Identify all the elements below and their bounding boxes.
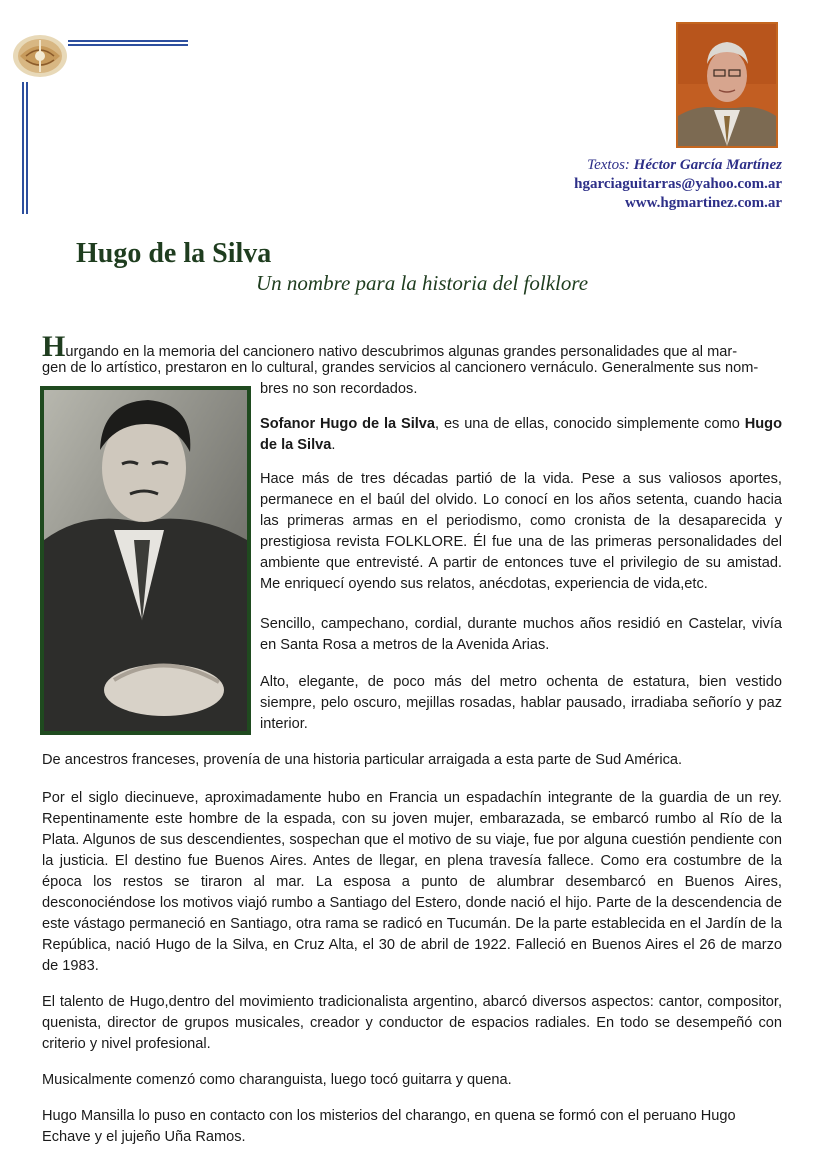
page-title: Hugo de la Silva: [76, 238, 272, 269]
paragraph-talent: El talento de Hugo,dentro del movimiento tradicionalista argentino, abarcó diversos aspectos: cantor, compositor, quenista, director de grupos musicales, creador y conductor de espacios radiales. En todo se desempeñó con criterio y nivel profesional.: [42, 994, 782, 1052]
author-photo: [676, 22, 778, 148]
credits-author-line: [574, 156, 782, 175]
page-subtitle: Un nombre para la historia del folklore: [256, 271, 589, 295]
paragraph-history: Por el siglo diecinueve, aproximadamente hubo en Francia un espadachín integrante de la guardia de un rey. Repentinamente este hombre de la espada, con su joven mujer, embarazada, se embarcó rumbo al Río de la Plata. Algunos de sus descendientes, sospechan que el motivo de su viaje, fue por alguna cuestión pendiente con la justicia. El destino fue Buenos Aires. Antes de llegar, en plena travesía fallece. Como era costumbre de la época los restos se tiraron al mar. La esposa a punto de alumbrar desembarcó en Buenos Aires, desconociéndose los motivos viajó rumbo a Santiago del Estero, donde nació el hijo. Parte de la descendencia de este vástago permaneció en Santiago, otra rama se radicó en Tucumán. De la parte establecida en el Jardín de la República, nació Hugo de la Silva, en Cruz Alta, el 30 de abril de 1922. Falleció en Buenos Aires el 26 de marzo de 1983.: [42, 790, 782, 974]
intro-line-2: gen de lo artístico, prestaron en lo cultural, grandes servicios al cancionero vernáculo. Generalmente sus nom-: [42, 360, 759, 376]
credits-email[interactable]: hgarciaguitarras@yahoo.com.ar: [574, 176, 782, 192]
paragraph-music: Musicalmente comenzó como charanguista, luego tocó guitarra y quena.: [42, 1072, 512, 1088]
paragraph-name: Sofanor Hugo de la Silva, es una de ellas, conocido simplemente como Hugo de la Silva.: [260, 416, 782, 453]
bold-short-name: Hugo de la Silva: [260, 416, 782, 453]
paragraph-ancestors: De ancestros franceses, provenía de una historia particular arraigada a esta parte de Sud América.: [42, 752, 683, 768]
credits-label: Textos:: [587, 157, 630, 173]
paragraph-mansilla: Hugo Mansilla lo puso en contacto con los misterios del charango, en quena se formó con el peruano Hugo Echave y el jujeño Uña Ramos.: [42, 1108, 736, 1145]
decorative-rule: [68, 40, 188, 42]
credits-author: Héctor García Martínez: [633, 157, 782, 173]
bold-name: Sofanor Hugo de la Silva: [260, 416, 436, 432]
paragraph-elegant: Alto, elegante, de poco más del metro ochenta de estatura, bien vestido siempre, pelo oscuro, mejillas rosadas, hablar pausado, irradiaba señorío y paz interior.: [260, 674, 782, 732]
decorative-rule: [26, 82, 28, 214]
paragraph-decades: Hace más de tres décadas partió de la vida. Pese a sus valiosos aportes, permanece en el baúl del olvido. Lo conocí en los años setenta, cuando hacia las primeras armas en el periodismo, como cronista de la desaparecida y prestigiosa revista FOLKLORE. Él fue una de las primeras personalidades del ambiente que entrevisté. A partir de entonces tuve el privilegio de su amistad. Me enriquecí oyendo sus relatos, anécdotas, experiencia de vida,etc.: [260, 471, 782, 592]
intro-line-3: bres no son recordados.: [260, 381, 418, 397]
decorative-rule: [68, 44, 188, 46]
shell-logo-icon: [12, 32, 70, 80]
hugo-portrait-photo: [40, 386, 251, 735]
credits-website[interactable]: www.hgmartinez.com.ar: [624, 195, 782, 211]
decorative-rule: [22, 82, 24, 214]
paragraph-castelar: Sencillo, campechano, cordial, durante muchos años residió en Castelar, vivía en Santa Rosa a metros de la Avenida Arias.: [260, 616, 782, 653]
credits-block: [574, 156, 782, 213]
intro-line-1: Hurgando en la memoria del cancionero nativo descubrimos algunas grandes personalidades que al mar-: [42, 330, 738, 363]
dropcap: H: [42, 330, 66, 363]
